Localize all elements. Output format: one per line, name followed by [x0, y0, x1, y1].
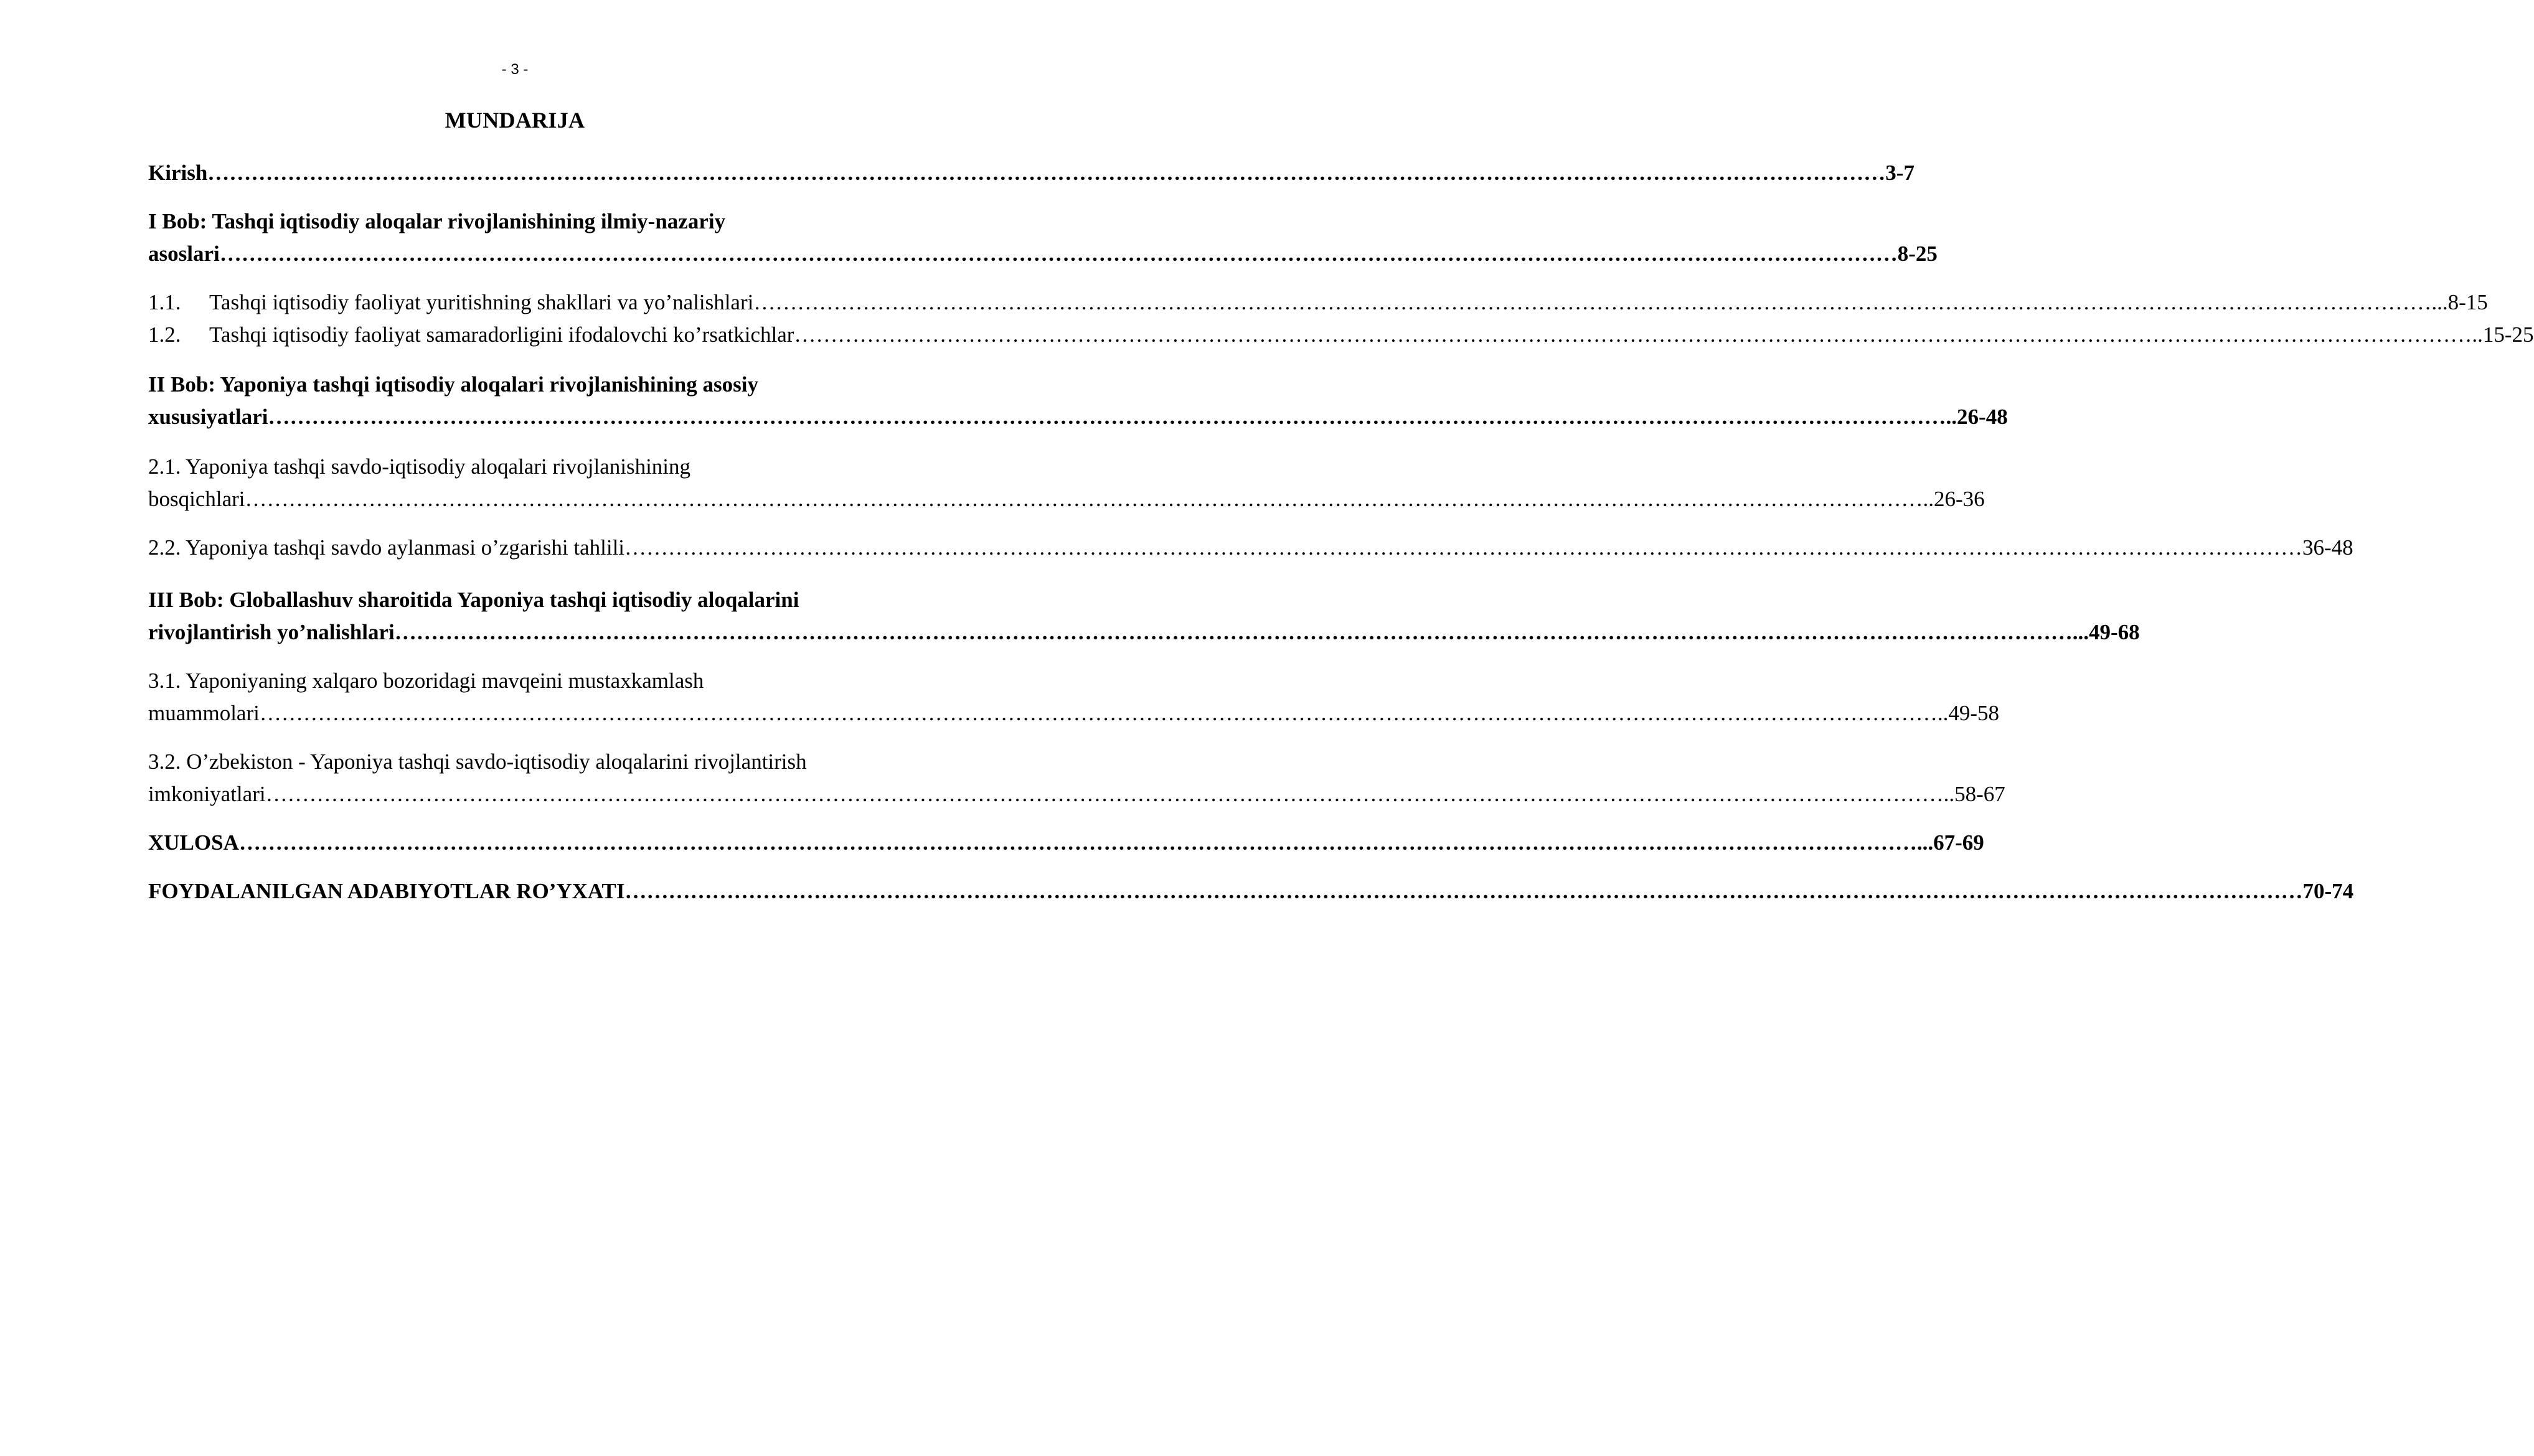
toc-entry-references[interactable] [148, 875, 2354, 908]
toc-entry-section-3-2[interactable] [148, 746, 2005, 810]
toc-entry-section-1-2[interactable] [148, 319, 2534, 351]
toc-entry-section-2-1[interactable] [148, 451, 1985, 515]
leader-dots: …………………………………………………………………………………………………………………………………………………………………………………………………………… [794, 322, 2472, 347]
toc-entry-pages: 8-25 [1897, 242, 1938, 266]
toc-entry-pages: 70-74 [2302, 879, 2354, 903]
toc-entry-title: imkoniyatlari [148, 782, 266, 806]
leader-dots: …………………………………………………………………………………………………………………………………………………………………………………………………………… [753, 290, 2432, 314]
page-title: MUNDARIJA [445, 108, 585, 133]
toc-entry-title: muammolari [148, 701, 260, 725]
toc-entry-title: Tashqi iqtisodiy faoliyat samaradorligini ifodalovchi ko’rsatkichlar [209, 322, 794, 347]
toc-entry-number: 1.1. [148, 290, 181, 314]
page-number: - 3 - [501, 61, 529, 78]
toc-entry-title-line: I Bob: Tashqi iqtisodiy aloqalar rivojlanishining ilmiy-nazariy [148, 209, 726, 233]
toc-entry-pages: ...67-69 [1916, 830, 1984, 855]
toc-entry-title: xususiyatlari [148, 405, 268, 429]
toc-entry-chapter-1[interactable] [148, 205, 1938, 270]
toc-entry-pages: ..15-25 [2472, 322, 2534, 347]
toc-entry-title: bosqichlari [148, 487, 245, 511]
toc-entry-chapter-3[interactable] [148, 584, 2140, 649]
toc-entry-section-2-2[interactable] [148, 532, 2353, 564]
leader-dots: …………………………………………………………………………………………………………………………………………………………………………………………………………… [624, 879, 2303, 903]
leader-dots: …………………………………………………………………………………………………………………………………………………………………………………………………………… [245, 487, 1923, 511]
leader-dots: …………………………………………………………………………………………………………………………………………………………………………………………………………… [219, 242, 1898, 266]
toc-entry-title: asoslari [148, 242, 220, 266]
toc-entry-title-line: III Bob: Globallashuv sharoitida Yaponiya tashqi iqtisodiy aloqalarini [148, 588, 799, 612]
toc-entry-title: 2.2. Yaponiya tashqi savdo aylanmasi o’zgarishi tahlili [148, 535, 625, 560]
leader-dots: …………………………………………………………………………………………………………………………………………………………………………………………………………… [207, 161, 1886, 185]
toc-entry-title-line: II Bob: Yaponiya tashqi iqtisodiy aloqalari rivojlanishining asosiy [148, 372, 758, 397]
toc-entry-title-line: 3.2. O’zbekiston - Yaponiya tashqi savdo-iqtisodiy aloqalarini rivojlantirish [148, 749, 807, 774]
leader-dots: …………………………………………………………………………………………………………………………………………………………………………………………………………… [394, 620, 2073, 644]
leader-dots: …………………………………………………………………………………………………………………………………………………………………………………………………………… [624, 535, 2303, 560]
toc-entry-chapter-2[interactable] [148, 369, 2008, 433]
toc-entry-pages: ...49-68 [2072, 620, 2140, 644]
toc-entry-pages: ..26-48 [1946, 405, 2008, 429]
toc-entry-kirish[interactable] [148, 157, 1915, 189]
toc-entry-pages: ..26-36 [1923, 487, 1985, 511]
toc-entry-conclusion[interactable] [148, 827, 1984, 859]
leader-dots: …………………………………………………………………………………………………………………………………………………………………………………………………………… [238, 830, 1917, 855]
toc-entry-pages: ...8-15 [2431, 290, 2488, 314]
toc-entry-pages: 36-48 [2302, 535, 2353, 560]
toc-entry-number: 1.2. [148, 322, 181, 347]
toc-entry-title: Tashqi iqtisodiy faoliyat yuritishning shakllari va yo’nalishlari [209, 290, 754, 314]
toc-entry-section-1-1[interactable] [148, 286, 2488, 319]
toc-entry-pages: 3-7 [1885, 161, 1915, 185]
toc-entry-title: FOYDALANILGAN ADABIYOTLAR RO’YXATI [148, 879, 625, 903]
leader-dots: …………………………………………………………………………………………………………………………………………………………………………………………………………… [259, 701, 1938, 725]
toc-entry-title: XULOSA [148, 830, 239, 855]
toc-entry-title: Kirish [148, 161, 208, 185]
toc-entry-section-3-1[interactable] [148, 665, 2000, 730]
toc-entry-title-line: 2.1. Yaponiya tashqi savdo-iqtisodiy aloqalari rivojlanishining [148, 454, 691, 479]
leader-dots: …………………………………………………………………………………………………………………………………………………………………………………………………………… [265, 782, 1944, 806]
toc-entry-pages: ..58-67 [1943, 782, 2005, 806]
toc-entry-title: rivojlantirish yo’nalishlari [148, 620, 395, 644]
toc-entry-title-line: 3.1. Yaponiyaning xalqaro bozoridagi mavqeini mustaxkamlash [148, 669, 704, 693]
leader-dots: …………………………………………………………………………………………………………………………………………………………………………………………………………… [268, 405, 1946, 429]
toc-entry-pages: ..49-58 [1937, 701, 2000, 725]
